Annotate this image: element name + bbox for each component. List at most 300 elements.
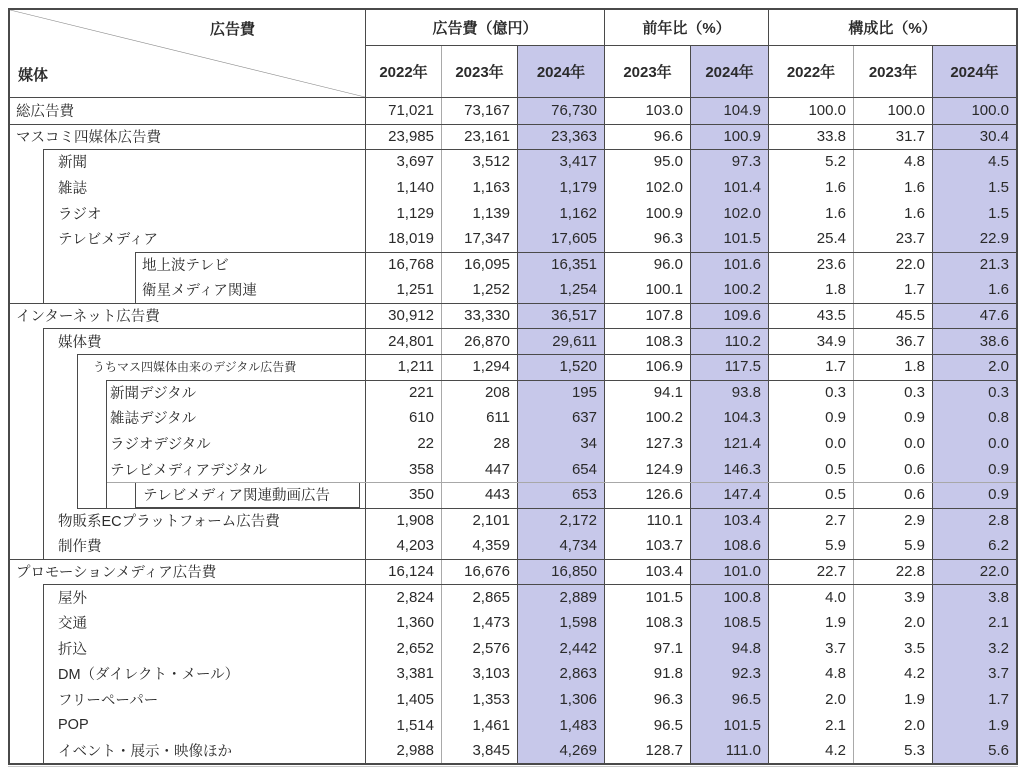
- value-cell: 1,254: [517, 277, 604, 303]
- value-cell: 4,203: [365, 533, 441, 559]
- value-cell: 93.8: [690, 380, 768, 406]
- value-cell: 4.2: [853, 661, 932, 687]
- section-divider-line: [10, 303, 1016, 304]
- value-cell: 16,351: [517, 252, 604, 278]
- hierarchy-guide-line: [43, 175, 44, 201]
- value-cell: 2.7: [768, 508, 853, 534]
- value-cell: 1,360: [365, 610, 441, 636]
- value-cell: 2.0: [768, 687, 853, 713]
- value-cell: 121.4: [690, 431, 768, 457]
- row-label-text: プロモーションメディア広告費: [16, 564, 217, 581]
- value-cell: 654: [517, 456, 604, 482]
- table-row: [10, 354, 1016, 380]
- table-row: [10, 98, 1016, 124]
- value-cell: 102.0: [690, 200, 768, 226]
- value-cell: 3.7: [932, 661, 1016, 687]
- hierarchy-guide-line: [43, 405, 44, 431]
- table-row: [10, 124, 1016, 150]
- value-cell: 23.7: [853, 226, 932, 252]
- value-cell: 0.9: [768, 405, 853, 431]
- value-cell: 146.3: [690, 456, 768, 482]
- value-cell: 1,598: [517, 610, 604, 636]
- table-row: [10, 303, 1016, 329]
- ad-expenditure-table: [8, 8, 1018, 765]
- row-label-text: テレビメディアデジタル: [110, 462, 268, 479]
- value-cell: 1.7: [932, 687, 1016, 713]
- table-row: [10, 508, 1016, 534]
- hierarchy-guide-line: [106, 431, 107, 457]
- value-cell: 104.3: [690, 405, 768, 431]
- value-cell: 637: [517, 405, 604, 431]
- table-row: [10, 738, 1016, 764]
- value-cell: 96.0: [604, 252, 690, 278]
- value-cell: 108.5: [690, 610, 768, 636]
- value-cell: 1.5: [932, 175, 1016, 201]
- value-cell: 447: [441, 456, 517, 482]
- table-row: [10, 277, 1016, 303]
- row-label-text: 媒体費: [58, 334, 102, 351]
- value-cell: 3.8: [932, 584, 1016, 610]
- value-cell: 97.1: [604, 635, 690, 661]
- value-cell: 3,697: [365, 149, 441, 175]
- row-label: [10, 738, 365, 764]
- row-label: [10, 533, 365, 559]
- section-divider-line: [43, 149, 1016, 150]
- value-cell: 350: [365, 482, 441, 508]
- row-label-text: 新聞デジタル: [110, 385, 197, 402]
- value-cell: 1.6: [768, 175, 853, 201]
- value-cell: 30.4: [932, 124, 1016, 150]
- value-cell: 4,359: [441, 533, 517, 559]
- value-cell: 5.6: [932, 738, 1016, 764]
- value-cell: 103.0: [604, 98, 690, 124]
- value-cell: 2,172: [517, 508, 604, 534]
- value-cell: 0.9: [932, 456, 1016, 482]
- value-cell: 1,908: [365, 508, 441, 534]
- value-cell: 110.1: [604, 508, 690, 534]
- value-cell: 76,730: [517, 98, 604, 124]
- section-divider-line: [106, 482, 1016, 483]
- hierarchy-guide-line: [77, 380, 78, 406]
- table-row: [10, 175, 1016, 201]
- row-label-text: 屋外: [58, 590, 87, 607]
- value-cell: 36,517: [517, 303, 604, 329]
- hierarchy-guide-line: [77, 431, 78, 457]
- row-label: [10, 712, 365, 738]
- group-header-composition: 構成比（%）: [768, 10, 1016, 46]
- group-header-expenditure: 広告費（億円）: [365, 10, 604, 46]
- hierarchy-guide-line: [43, 456, 44, 482]
- row-label-text: 地上波テレビ: [142, 257, 229, 274]
- year-header-highlighted: 2024年: [517, 46, 604, 97]
- row-label: [10, 252, 365, 278]
- value-cell: 1.8: [853, 354, 932, 380]
- value-cell: 1,129: [365, 200, 441, 226]
- value-cell: 101.5: [690, 712, 768, 738]
- row-label: [10, 405, 365, 431]
- value-cell: 29,611: [517, 328, 604, 354]
- row-label: [10, 175, 365, 201]
- row-label-text: 交通: [58, 616, 87, 633]
- value-cell: 5.9: [768, 533, 853, 559]
- value-cell: 102.0: [604, 175, 690, 201]
- section-divider-line: [10, 559, 1016, 560]
- hierarchy-guide-line: [43, 584, 44, 610]
- value-cell: 124.9: [604, 456, 690, 482]
- value-cell: 1,294: [441, 354, 517, 380]
- value-cell: 1.5: [932, 200, 1016, 226]
- value-cell: 1,163: [441, 175, 517, 201]
- row-label: [10, 328, 365, 354]
- value-cell: 95.0: [604, 149, 690, 175]
- value-cell: 16,768: [365, 252, 441, 278]
- row-label-text: 衛星メディア関連: [142, 283, 257, 300]
- value-cell: 24,801: [365, 328, 441, 354]
- value-cell: 1,405: [365, 687, 441, 713]
- row-label-text: DM（ダイレクト・メール）: [58, 667, 240, 684]
- row-label-text: 総広告費: [16, 104, 74, 121]
- value-cell: 34.9: [768, 328, 853, 354]
- value-cell: 33.8: [768, 124, 853, 150]
- value-cell: 1.9: [768, 610, 853, 636]
- table-body: [10, 98, 1016, 763]
- table-row: [10, 431, 1016, 457]
- row-label: [10, 584, 365, 610]
- value-cell: 4.2: [768, 738, 853, 764]
- row-label-text: うちマス四媒体由来のデジタル広告費: [93, 360, 297, 375]
- value-cell: 117.5: [690, 354, 768, 380]
- row-label-text: テレビメディア関連動画広告: [143, 488, 331, 505]
- value-cell: 30,912: [365, 303, 441, 329]
- value-cell: 0.0: [768, 431, 853, 457]
- hierarchy-guide-line: [43, 277, 44, 303]
- hierarchy-guide-line: [135, 252, 136, 278]
- hierarchy-guide-line: [43, 328, 44, 354]
- value-cell: 103.4: [690, 508, 768, 534]
- table-row: [10, 712, 1016, 738]
- table-row: [10, 200, 1016, 226]
- value-cell: 96.5: [690, 687, 768, 713]
- value-cell: 3.2: [932, 635, 1016, 661]
- value-cell: 1,353: [441, 687, 517, 713]
- value-cell: 208: [441, 380, 517, 406]
- table-row: [10, 687, 1016, 713]
- row-label-text: インターネット広告費: [16, 309, 160, 326]
- value-cell: 100.8: [690, 584, 768, 610]
- value-cell: 611: [441, 405, 517, 431]
- value-cell: 100.2: [690, 277, 768, 303]
- value-cell: 45.5: [853, 303, 932, 329]
- value-cell: 16,124: [365, 559, 441, 585]
- row-label-text: テレビメディア: [58, 232, 159, 249]
- value-cell: 0.9: [932, 482, 1016, 508]
- group-header-yoy: 前年比（%）: [604, 10, 768, 46]
- section-divider-line: [43, 584, 1016, 585]
- year-header: 2023年: [853, 46, 932, 97]
- value-cell: 2,652: [365, 635, 441, 661]
- hierarchy-guide-line: [77, 354, 78, 380]
- hierarchy-guide-line: [77, 482, 78, 508]
- row-label: [10, 687, 365, 713]
- hierarchy-guide-line: [43, 380, 44, 406]
- row-label-text: 制作費: [58, 539, 102, 556]
- value-cell: 127.3: [604, 431, 690, 457]
- row-label: [10, 559, 365, 585]
- row-label-text: フリーペーパー: [58, 692, 159, 709]
- hierarchy-guide-line: [106, 405, 107, 431]
- value-cell: 108.3: [604, 328, 690, 354]
- value-cell: 109.6: [690, 303, 768, 329]
- value-cell: 17,605: [517, 226, 604, 252]
- value-cell: 1,162: [517, 200, 604, 226]
- value-cell: 96.6: [604, 124, 690, 150]
- value-cell: 21.3: [932, 252, 1016, 278]
- value-cell: 101.5: [690, 226, 768, 252]
- value-cell: 2.0: [853, 610, 932, 636]
- value-cell: 22.7: [768, 559, 853, 585]
- row-label: [10, 124, 365, 150]
- year-header-highlighted: 2024年: [932, 46, 1016, 97]
- value-cell: 100.9: [690, 124, 768, 150]
- value-cell: 1.6: [932, 277, 1016, 303]
- value-cell: 221: [365, 380, 441, 406]
- year-header-highlighted: 2024年: [690, 46, 768, 97]
- value-cell: 2,889: [517, 584, 604, 610]
- value-cell: 103.4: [604, 559, 690, 585]
- value-cell: 103.7: [604, 533, 690, 559]
- table-header: [10, 10, 1016, 98]
- value-cell: 0.6: [853, 456, 932, 482]
- table-row: [10, 149, 1016, 175]
- row-label: [10, 200, 365, 226]
- row-label: [10, 610, 365, 636]
- value-cell: 47.6: [932, 303, 1016, 329]
- value-cell: 106.9: [604, 354, 690, 380]
- value-cell: 1.9: [853, 687, 932, 713]
- value-cell: 3.5: [853, 635, 932, 661]
- hierarchy-guide-line: [43, 661, 44, 687]
- value-cell: 2.8: [932, 508, 1016, 534]
- value-cell: 2,576: [441, 635, 517, 661]
- row-label-text: ラジオデジタル: [110, 437, 211, 454]
- value-cell: 108.6: [690, 533, 768, 559]
- value-cell: 0.5: [768, 456, 853, 482]
- value-cell: 1,461: [441, 712, 517, 738]
- value-cell: 3,845: [441, 738, 517, 764]
- value-cell: 38.6: [932, 328, 1016, 354]
- table-row: [10, 380, 1016, 406]
- hierarchy-guide-line: [43, 635, 44, 661]
- hierarchy-guide-line: [43, 482, 44, 508]
- value-cell: 0.8: [932, 405, 1016, 431]
- value-cell: 0.3: [768, 380, 853, 406]
- value-cell: 100.9: [604, 200, 690, 226]
- value-cell: 4.0: [768, 584, 853, 610]
- value-cell: 31.7: [853, 124, 932, 150]
- value-cell: 4.8: [853, 149, 932, 175]
- row-label-text: 物販系ECプラットフォーム広告費: [58, 513, 280, 530]
- hierarchy-guide-line: [43, 226, 44, 252]
- row-label: [10, 431, 365, 457]
- section-divider-line: [135, 252, 1016, 253]
- value-cell: 1.9: [932, 712, 1016, 738]
- value-cell: 2.1: [768, 712, 853, 738]
- value-cell: 43.5: [768, 303, 853, 329]
- value-cell: 2,824: [365, 584, 441, 610]
- value-cell: 2.0: [853, 712, 932, 738]
- row-label-text: 新聞: [58, 155, 87, 172]
- value-cell: 126.6: [604, 482, 690, 508]
- row-label-text: ラジオ: [58, 206, 102, 223]
- value-cell: 110.2: [690, 328, 768, 354]
- value-cell: 0.6: [853, 482, 932, 508]
- section-divider-line: [77, 354, 1016, 355]
- section-divider-line: [10, 124, 1016, 125]
- value-cell: 5.9: [853, 533, 932, 559]
- value-cell: 101.4: [690, 175, 768, 201]
- value-cell: 4,269: [517, 738, 604, 764]
- hierarchy-guide-line: [43, 508, 44, 534]
- year-header: 2022年: [365, 46, 441, 97]
- value-cell: 104.9: [690, 98, 768, 124]
- value-cell: 5.2: [768, 149, 853, 175]
- value-cell: 96.3: [604, 226, 690, 252]
- value-cell: 111.0: [690, 738, 768, 764]
- hierarchy-guide-line: [43, 712, 44, 738]
- value-cell: 358: [365, 456, 441, 482]
- value-cell: 100.0: [932, 98, 1016, 124]
- value-cell: 73,167: [441, 98, 517, 124]
- value-cell: 92.3: [690, 661, 768, 687]
- hierarchy-guide-line: [43, 354, 44, 380]
- value-cell: 94.8: [690, 635, 768, 661]
- row-label: [10, 482, 365, 508]
- year-header: 2022年: [768, 46, 853, 97]
- hierarchy-guide-line: [106, 456, 107, 482]
- value-cell: 3,417: [517, 149, 604, 175]
- value-cell: 23,363: [517, 124, 604, 150]
- row-label-text: マスコミ四媒体広告費: [16, 129, 161, 146]
- value-cell: 1.6: [853, 200, 932, 226]
- value-cell: 22.8: [853, 559, 932, 585]
- value-cell: 2,101: [441, 508, 517, 534]
- value-cell: 0.0: [853, 431, 932, 457]
- value-cell: 100.0: [853, 98, 932, 124]
- value-cell: 0.5: [768, 482, 853, 508]
- value-cell: 22.0: [853, 252, 932, 278]
- row-label: [10, 149, 365, 175]
- value-cell: 4,734: [517, 533, 604, 559]
- table-row: [10, 328, 1016, 354]
- value-cell: 1,473: [441, 610, 517, 636]
- value-cell: 16,676: [441, 559, 517, 585]
- value-cell: 23.6: [768, 252, 853, 278]
- value-cell: 1.7: [768, 354, 853, 380]
- hierarchy-guide-line: [43, 533, 44, 559]
- value-cell: 100.1: [604, 277, 690, 303]
- hierarchy-guide-line: [43, 687, 44, 713]
- value-cell: 23,985: [365, 124, 441, 150]
- table-row: [10, 533, 1016, 559]
- corner-label-media: 媒体: [18, 67, 49, 84]
- year-header: 2023年: [441, 46, 517, 97]
- value-cell: 195: [517, 380, 604, 406]
- section-divider-line: [77, 508, 1016, 509]
- value-cell: 26,870: [441, 328, 517, 354]
- value-cell: 101.6: [690, 252, 768, 278]
- section-divider-line: [106, 380, 1016, 381]
- value-cell: 0.3: [932, 380, 1016, 406]
- value-cell: 653: [517, 482, 604, 508]
- value-cell: 1,514: [365, 712, 441, 738]
- value-cell: 1.8: [768, 277, 853, 303]
- corner-label-expenditure: 広告費: [210, 21, 256, 38]
- value-cell: 0.9: [853, 405, 932, 431]
- hierarchy-guide-line: [43, 610, 44, 636]
- value-cell: 0.0: [932, 431, 1016, 457]
- value-cell: 36.7: [853, 328, 932, 354]
- hierarchy-guide-line: [77, 405, 78, 431]
- row-label: [10, 380, 365, 406]
- value-cell: 3,512: [441, 149, 517, 175]
- hierarchy-guide-line: [43, 738, 44, 764]
- value-cell: 1.6: [853, 175, 932, 201]
- value-cell: 1,520: [517, 354, 604, 380]
- value-cell: 96.5: [604, 712, 690, 738]
- row-label-text: 雑誌デジタル: [110, 411, 197, 428]
- hierarchy-guide-line: [43, 431, 44, 457]
- value-cell: 18,019: [365, 226, 441, 252]
- value-cell: 5.3: [853, 738, 932, 764]
- value-cell: 101.0: [690, 559, 768, 585]
- value-cell: 28: [441, 431, 517, 457]
- row-label: [10, 98, 365, 124]
- value-cell: 1.7: [853, 277, 932, 303]
- row-label: [10, 354, 365, 380]
- value-cell: 2.0: [932, 354, 1016, 380]
- value-cell: 3.9: [853, 584, 932, 610]
- value-cell: 100.2: [604, 405, 690, 431]
- row-label-text: 折込: [58, 641, 87, 658]
- value-cell: 1,179: [517, 175, 604, 201]
- diagonal-line: [10, 10, 365, 97]
- hierarchy-guide-line: [43, 200, 44, 226]
- value-cell: 0.3: [853, 380, 932, 406]
- value-cell: 17,347: [441, 226, 517, 252]
- value-cell: 6.2: [932, 533, 1016, 559]
- value-cell: 100.0: [768, 98, 853, 124]
- value-cell: 94.1: [604, 380, 690, 406]
- row-label: [10, 277, 365, 303]
- value-cell: 22.9: [932, 226, 1016, 252]
- value-cell: 1,252: [441, 277, 517, 303]
- value-cell: 610: [365, 405, 441, 431]
- row-label: [10, 303, 365, 329]
- table-row: [10, 559, 1016, 585]
- table-row: [10, 584, 1016, 610]
- value-cell: 2.1: [932, 610, 1016, 636]
- value-cell: 3.7: [768, 635, 853, 661]
- value-cell: 4.5: [932, 149, 1016, 175]
- table-bottom-shadow-line: [8, 766, 1018, 767]
- row-label: [10, 508, 365, 534]
- value-cell: 2,863: [517, 661, 604, 687]
- value-cell: 1,211: [365, 354, 441, 380]
- value-cell: 3,381: [365, 661, 441, 687]
- row-label-text: イベント・展示・映像ほか: [58, 744, 232, 761]
- value-cell: 2,988: [365, 738, 441, 764]
- table-row: [10, 661, 1016, 687]
